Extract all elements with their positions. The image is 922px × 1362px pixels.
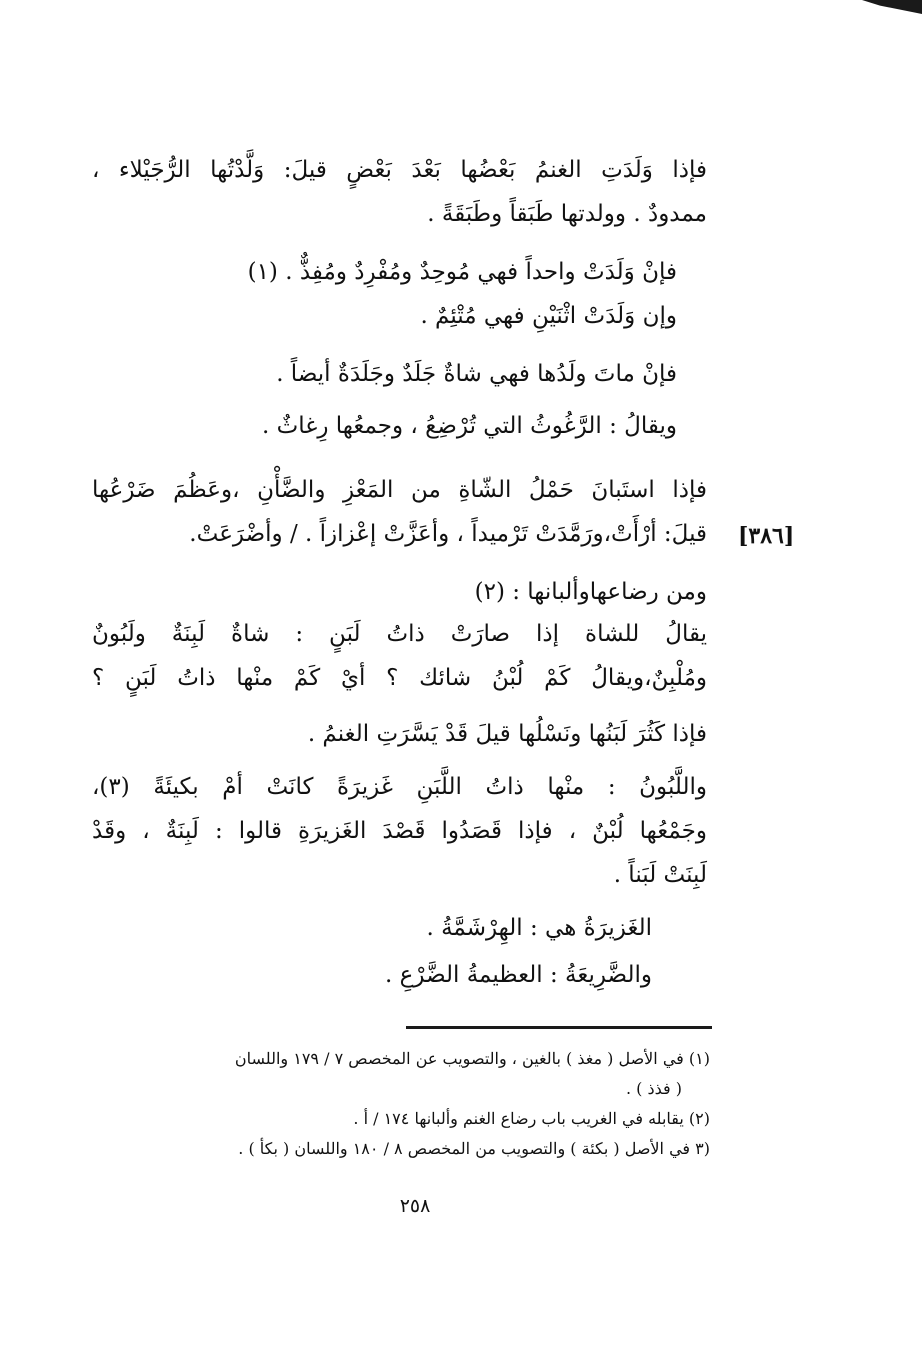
text-line: فإنْ ماتَ ولَدُها فهي شاةٌ جَلَدٌ وجَلَدَةٌ أيضاً . (276, 361, 677, 387)
text-line: قيلَ: أرْأَتْ،ورَمَّدَتْ تَرْميداً ، وأعَزَّتْ إعْزازاً . / وأضْرَعَتْ. (189, 521, 707, 547)
text-line: فإذا وَلَدَتِ الغنمُ بَعْضُها بَعْدَ بَعْضٍ قيلَ: وَلَّدْتُها الرُّجَيْلاء ، (92, 157, 707, 183)
main-text (92, 712, 707, 756)
footnote-line: (٣ في الأصل ( بكئة ) والتصويب من المخصص ٨ / ١٨٠ واللسان ( بكأ ) . (238, 1139, 710, 1158)
footnote-line: (٢) يقابله في الغريب باب رضاع الغنم وألبانها ١٧٤ / أ . (353, 1109, 710, 1128)
text-line: الغَزيرَةُ هي : الهِرْشَمَّةُ . (426, 915, 652, 941)
main-text (92, 250, 707, 448)
text-line: فإذا استَبانَ حَمْلُ الشّاةِ من المَعْزِ والضَّأْنِ ،وعَظُمَ ضَرْعُها (92, 477, 707, 503)
margin-folio-note: [٣٨٦] (738, 523, 795, 549)
text-line: ومُلْبِنٌ،ويقالُ كَمْ لُبْنُ شائك ؟ أيْ كَمْ منْها ذاتُ لَبَنٍ ؟ (92, 665, 707, 691)
text-line: لَبِنَتْ لَبَناً . (613, 862, 707, 888)
text-line: ويقالُ : الرَّغُوثُ التي تُرْضِعُ ، وجمعُها رِغاثٌ . (262, 413, 677, 439)
scan-corner-mark (862, 0, 922, 14)
text-line: والضَّرِيعَةُ : العظيمةُ الضَّرْعِ . (385, 962, 652, 988)
footnote-line: (١) في الأصل ( مغذ ) بالغين ، والتصويب عن المخصص ٧ / ١٧٩ واللسان (234, 1049, 710, 1068)
footnote-separator (406, 1026, 712, 1029)
text-line: فإذا كَثُرَ لَبَنُها ونَسْلُها قيلَ قَدْ يَسَّرَتِ الغنمُ . (307, 721, 707, 747)
main-text (92, 148, 707, 236)
main-text (92, 765, 707, 897)
text-line: فإنْ وَلَدَتْ واحداً فهي مُوحِدٌ ومُفْرِدٌ ومُفِذٌّ . (١) (247, 259, 677, 285)
footnote-line: ( فذذ ) . (626, 1079, 682, 1098)
text-line: ومن رضاعهاوألبانها : (٢) (474, 579, 707, 605)
main-text (92, 612, 707, 700)
main-text (92, 570, 707, 614)
page-number: ٢٥٨ (399, 1195, 431, 1217)
text-line: وإن وَلَدَتْ اثْنَيْنِ فهي مُتْئِمٌ . (420, 303, 677, 329)
text-line: واللَّبُونُ : منْها ذاتُ اللَّبَنِ غَزيرَةً كانَتْ أمْ بكيئَةً (٣)، (92, 774, 707, 800)
main-text (92, 468, 707, 556)
footnotes (95, 1044, 710, 1164)
main-text (92, 906, 707, 1000)
text-line: ممدودٌ . وولدتها طَبَقاً وطَبَقَةً . (427, 201, 707, 227)
text-line: يقالُ للشاة إذا صارَتْ ذاتُ لَبَنٍ : شاةٌ لَبِنَةٌ ولَبُونٌ (92, 621, 707, 647)
text-line: وجَمْعُها لُبْنٌ ، فإذا قَصَدُوا قَصْدَ الغَزيرَةِ قالوا : لَبِنَةٌ ، وقَدْ (92, 818, 707, 844)
